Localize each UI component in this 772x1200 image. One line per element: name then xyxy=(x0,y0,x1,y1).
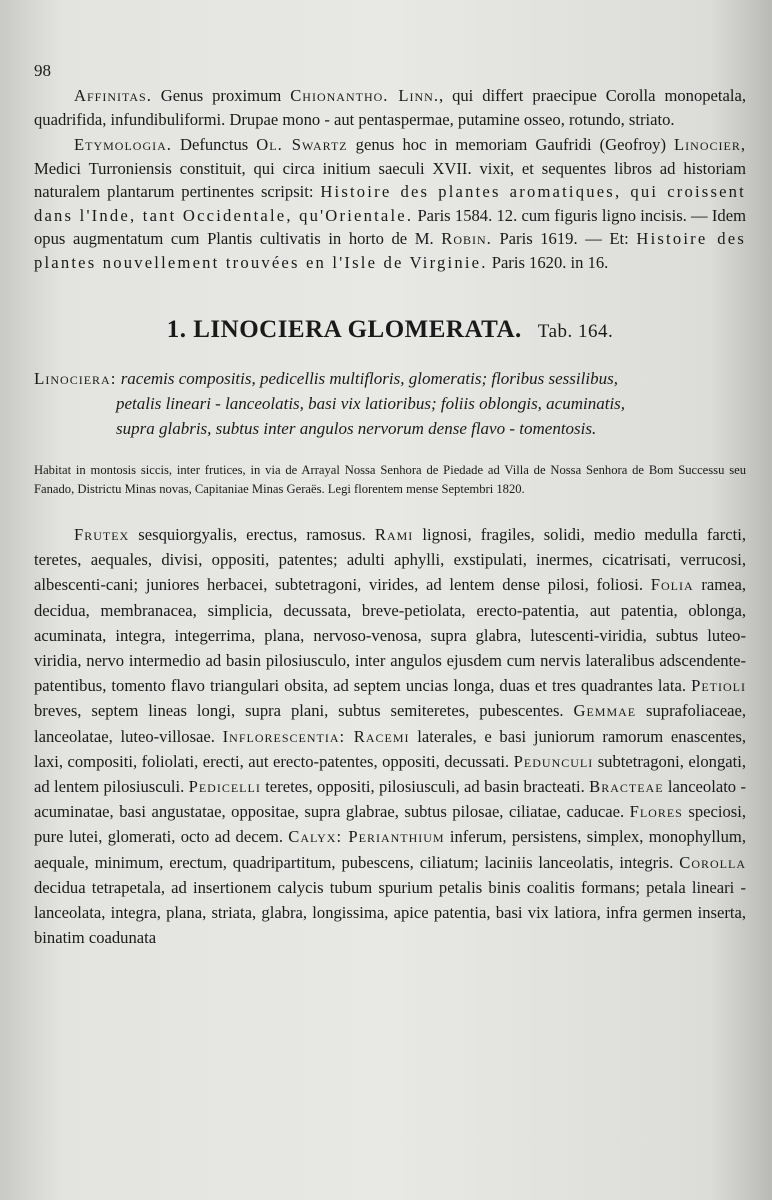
book-title-2: Histoire des plantes nouvellement trouvées en l'Isle de Virginie. xyxy=(34,229,746,272)
affinitas-paragraph: Affinitas. Genus proximum Chionantho. Linn., qui differt praecipue Corolla monopetala, quadrifida, infundibuliformi. Drupae mono - aut pentaspermae, putamine osseo, rotundo, striato. xyxy=(34,86,747,129)
habitat-note: Habitat in montosis siccis, inter frutices, in via de Arrayal Nossa Senhora de Piedade ad Villa de Nossa Senhora de Bom Successu seu Fanado, Districtu Minas novas, Capitaniae Minas Geraës. Legi florentem mense Septembri 1820. xyxy=(34,463,746,496)
genus-name: Chionantho. xyxy=(290,86,389,105)
plate-reference: Tab. 164. xyxy=(537,321,614,342)
etymologia-label: Etymologia. xyxy=(74,135,172,154)
species-diagnosis: Linociera: racemis compositis, pedicellis multifloris, glomeratis; floribus sessilibus, petalis lineari - lanceolatis, basi vix latioribus; foliis oblongis, acuminatis, supra glabris, subtus inter angulos nervorum dense flavo - tomentosis. xyxy=(34,369,626,438)
diagnosis-label: Linociera: xyxy=(34,369,117,388)
species-title: 1. LINOCIERA GLOMERATA. Tab. 164. xyxy=(166,316,614,343)
book-title-1: Histoire des plantes aromatiques, qui croissent dans l'Inde, tant Occidentale, qu'Orientale. xyxy=(34,182,746,225)
affinitas-label: Affinitas. xyxy=(74,86,152,105)
etymologia-paragraph: Etymologia. Defunctus Ol. Swartz genus hoc in memoriam Gaufridi (Geofroy) Linocier, Medici Turroniensis constituit, qui circa initium saeculi XVII. vixit, et sequentes libros ad historiam naturalem plantarum pertinentes scripsit: Histoire des plantes aromatiques, qui croissent dans l'Inde, tant Occidentale, qu'Orientale. Paris 1584. 12. cum figuris ligno incisis. — Idem opus augmentatum cum Plantis cultivatis in horto de M. Robin. Paris 1619. — Et: Histoire des plantes nouvellement trouvées en l'Isle de Virginie. Paris 1620. in 16. xyxy=(34,135,746,272)
description-paragraph: Frutex sesquiorgyalis, erectus, ramosus. Rami lignosi, fragiles, solidi, medio medulla farcti, teretes, aequales, divisi, oppositi, patentes; adulti aphylli, exstipulati, inermes, cicatrisati, verrucosi, albescenti-cani; juniores herbacei, subtetragoni, virides, ad lentem dense pilosi, foliosi. Folia ramea, decidua, membranacea, simplicia, decussata, breve-petiolata, erecto-patentia, aut patentia, oblonga, acuminata, integra, integerrima, plana, nervoso-venosa, supra glabra, lutescenti-viridia, subtus luteo-viridia, nervo intermedio ad basin pilosiusculo, inter angulos ejusdem cum nervis lateralibus adscendente-patentibus, tomento flavo triangulari obsita, ad septem uncias longa, duas et tres quadrantes lata. Petioli breves, septem lineas longi, supra plani, subtus semiteretes, pubescentes. Gemmae suprafoliaceae, lanceolatae, luteo-villosae. Inflorescentia: Racemi laterales, e basi juniorum ramorum enascentes, laxi, compositi, foliolati, erecti, aut erecto-patentes, oppositi, decussati. Pedunculi subtetragoni, elongati, ad lentem pilosiusculi. Pedicelli teretes, oppositi, pilosiusculi, ad basin bracteati. Bracteae lanceolato - acuminatae, basi angustatae, oppositae, supra glabrae, subtus pilosae, ciliatae, caducae. Flores speciosi, pure lutei, glomerati, octo ad decem. Calyx: Perianthium inferum, persistens, simplex, monophyllum, aequale, minimum, erectum, quadripartitum, pubescens, ciliatum; laciniis lanceolatis, integris. Corolla decidua tetrapetala, ad insertionem calycis tubum spurium petalis binis coalitis formans; petala lineari - lanceolata, integra, plana, striata, glabra, longissima, apice patentia, basi vix latiora, infra germen inserta, binatim coadunata xyxy=(34,525,747,948)
page-number: 98 xyxy=(34,61,51,80)
